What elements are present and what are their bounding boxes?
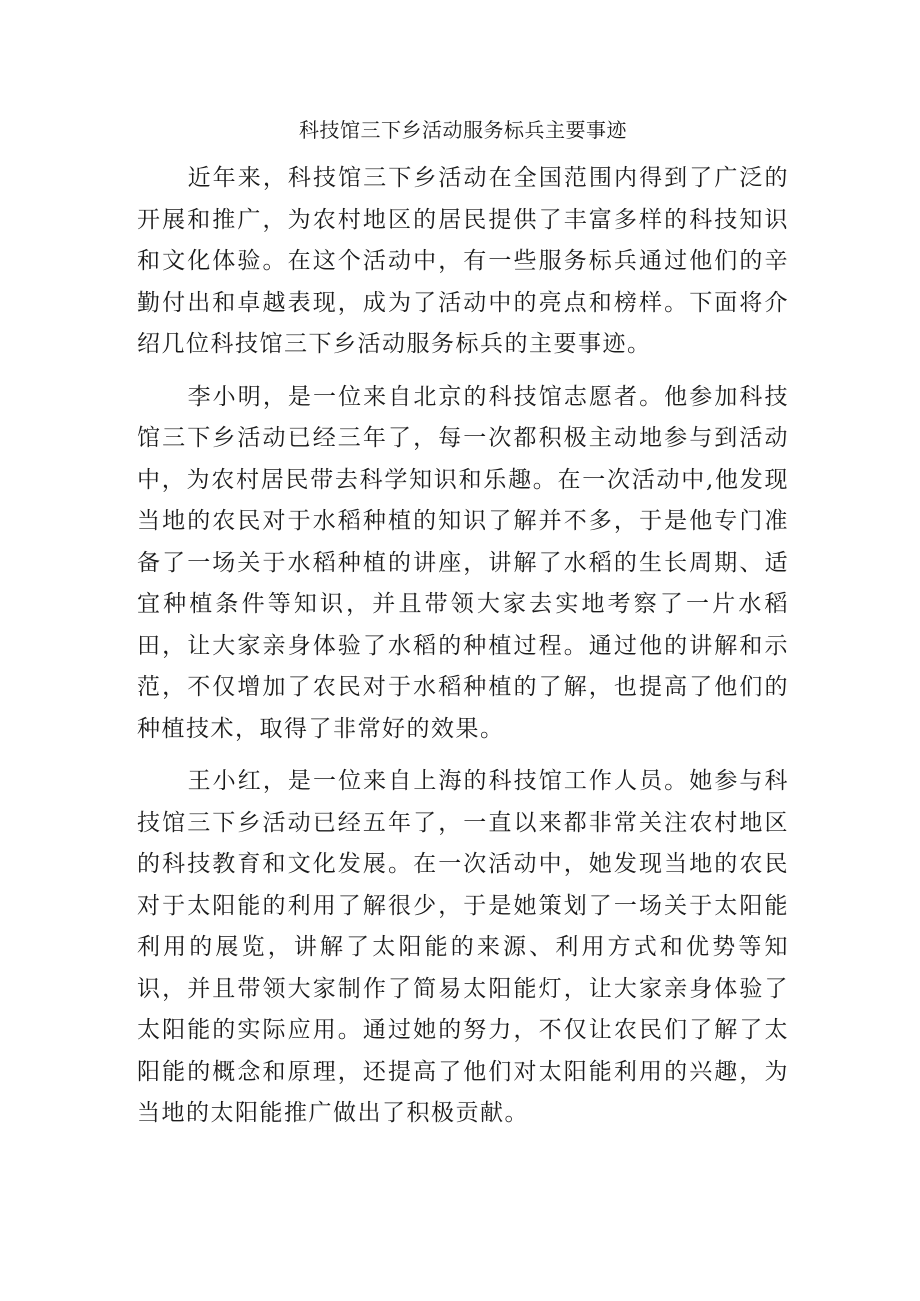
document-page (137, 112, 789, 1146)
paragraph-intro: 近年来，科技馆三下乡活动在全国范围内得到了广泛的开展和推广，为农村地区的居民提供了丰富多样的科技知识和文化体验。在这个活动中，有一些服务标兵通过他们的辛勤付出和卓越表现，成为了活动中的亮点和榜样。下面将介绍几位科技馆三下乡活动服务标兵的主要事迹。 (137, 165, 789, 357)
paragraph-wang-xiaohong: 王小红，是一位来自上海的科技馆工作人员。她参与科技馆三下乡活动已经五年了，一直以来都非常关注农村地区的科技教育和文化发展。在一次活动中，她发现当地的农民对于太阳能的利用了解很少，于是她策划了一场关于太阳能利用的展览，讲解了太阳能的来源、利用方式和优势等知识，并且带领大家制作了简易太阳能灯，让大家亲身体验了太阳能的实际应用。通过她的努力，不仅让农民们了解了太阳能的概念和原理，还提高了他们对太阳能利用的兴趣，为当地的太阳能推广做出了积极贡献。 (137, 768, 789, 1126)
document-title: 科技馆三下乡活动服务标兵主要事迹 (299, 118, 627, 142)
paragraph-li-xiaoming: 李小明，是一位来自北京的科技馆志愿者。他参加科技馆三下乡活动已经三年了，每一次都积极主动地参与到活动中，为农村居民带去科学知识和乐趣。在一次活动中,他发现当地的农民对于水稻种植的知识了解并不多，于是他专门准备了一场关于水稻种植的讲座，讲解了水稻的生长周期、适宜种植条件等知识，并且带领大家去实地考察了一片水稻田，让大家亲身体验了水稻的种植过程。通过他的讲解和示范，不仅增加了农民对于水稻种植的了解，也提高了他们的种植技术，取得了非常好的效果。 (137, 383, 789, 742)
